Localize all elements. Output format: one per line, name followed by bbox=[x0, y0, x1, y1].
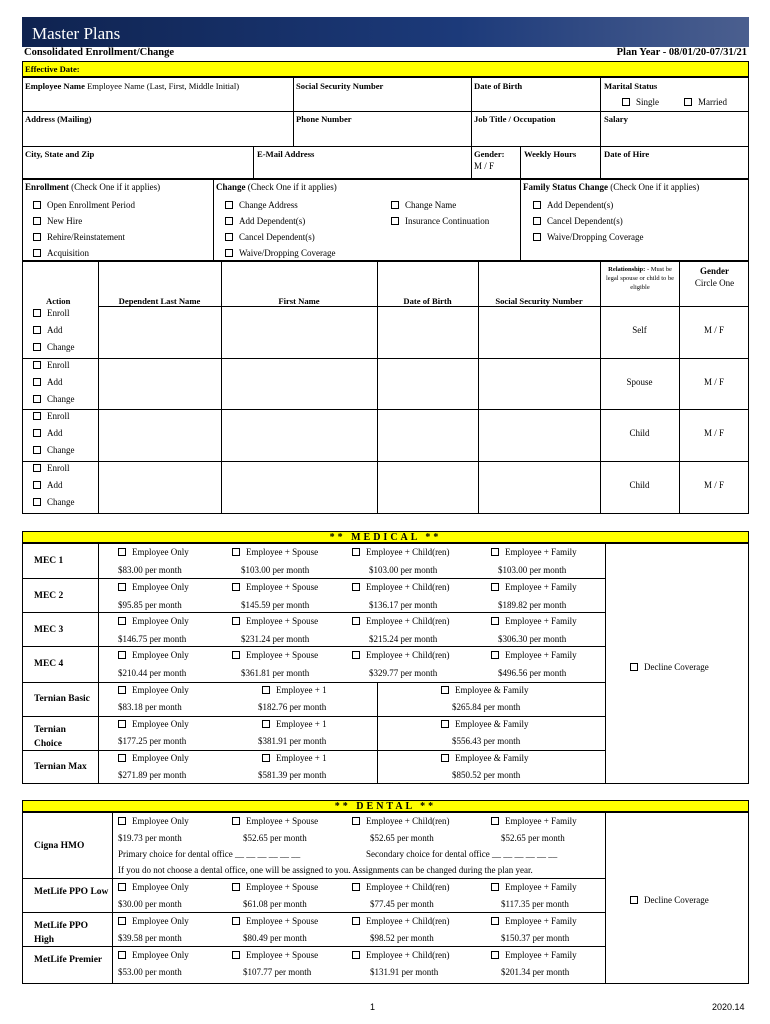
change-options bbox=[225, 197, 336, 261]
dental-tier-checkbox[interactable]: Employee + Child(ren) bbox=[352, 882, 450, 892]
medical-price: $146.75 per month bbox=[118, 634, 187, 644]
ternian-plan-name: Ternian Basic bbox=[34, 694, 90, 704]
dental-price: $77.45 per month bbox=[370, 899, 434, 909]
dental-note: If you do not choose a dental office, one will be assigned to you. Assignments can be changed during the plan year. bbox=[118, 865, 533, 875]
dental-tier-checkbox[interactable]: Employee + Spouse bbox=[232, 916, 318, 926]
medical-tier-checkbox[interactable]: Employee + Spouse bbox=[232, 547, 318, 557]
dependent-action-checkbox[interactable] bbox=[33, 480, 63, 490]
employee-info-grid bbox=[22, 77, 749, 179]
dependent-action-checkbox[interactable] bbox=[33, 411, 70, 421]
family-option[interactable]: Add Dependent(s) bbox=[533, 197, 644, 213]
dental-tier-checkbox[interactable]: Employee Only bbox=[118, 950, 189, 960]
col-gender: Gender Circle One bbox=[694, 266, 735, 288]
medical-price: $145.59 per month bbox=[241, 600, 310, 610]
medical-plan-name: MEC 1 bbox=[34, 556, 64, 566]
medical-price: $95.85 per month bbox=[118, 600, 182, 610]
medical-tier-checkbox[interactable]: Employee Only bbox=[118, 616, 189, 626]
dependent-relationship: Child bbox=[629, 480, 650, 490]
medical-section-title: ** MEDICAL ** bbox=[22, 531, 749, 543]
medical-plan-name: MEC 2 bbox=[34, 591, 64, 601]
dental-price: $80.49 per month bbox=[243, 933, 307, 943]
dental-tier-checkbox[interactable]: Employee + Spouse bbox=[232, 816, 318, 826]
dependent-action-label: Enroll bbox=[47, 308, 70, 318]
family-options bbox=[533, 197, 644, 245]
dental-plan-name: MetLife Premier bbox=[34, 955, 103, 965]
medical-price: $215.24 per month bbox=[369, 634, 438, 644]
gender-options[interactable]: M / F bbox=[474, 161, 495, 171]
col-last-name: Dependent Last Name bbox=[118, 296, 201, 306]
ternian-tier-checkbox[interactable]: Employee Only bbox=[118, 685, 189, 695]
dental-price: $98.52 per month bbox=[370, 933, 434, 943]
effective-date-label: Effective Date: bbox=[25, 64, 80, 74]
marital-single-checkbox[interactable]: Single bbox=[622, 97, 659, 107]
dental-price: $131.91 per month bbox=[370, 967, 439, 977]
dependent-action-label: Add bbox=[47, 480, 63, 490]
ternian-tier-checkbox[interactable]: Employee + 1 bbox=[262, 753, 327, 763]
change-heading: Change (Check One if it applies) bbox=[216, 182, 337, 192]
ternian-price: $381.91 per month bbox=[258, 736, 327, 746]
dental-price: $117.35 per month bbox=[501, 899, 569, 909]
dental-price: $39.58 per month bbox=[118, 933, 182, 943]
dental-price: $150.37 per month bbox=[501, 933, 570, 943]
medical-tier-checkbox[interactable]: Employee + Spouse bbox=[232, 650, 318, 660]
change-option[interactable]: Change Address bbox=[225, 197, 336, 213]
dependent-gender[interactable]: M / F bbox=[703, 325, 724, 335]
dependent-gender[interactable]: M / F bbox=[703, 480, 724, 490]
dental-tier-checkbox[interactable]: Employee + Spouse bbox=[232, 882, 318, 892]
dental-tier-checkbox[interactable]: Employee Only bbox=[118, 816, 189, 826]
medical-tier-checkbox[interactable]: Employee + Family bbox=[491, 616, 577, 626]
dependent-action-label: Change bbox=[47, 497, 75, 507]
dependent-action-label: Add bbox=[47, 325, 63, 335]
medical-tier-checkbox[interactable]: Employee + Spouse bbox=[232, 582, 318, 592]
dependent-action-checkbox[interactable] bbox=[33, 325, 63, 335]
form-name: Consolidated Enrollment/Change bbox=[24, 47, 175, 58]
phone-label: Phone Number bbox=[296, 114, 352, 124]
dependent-action-checkbox[interactable] bbox=[33, 445, 75, 455]
medical-tier-checkbox[interactable]: Employee Only bbox=[118, 650, 189, 660]
marital-status-label: Marital Status bbox=[604, 81, 658, 91]
ternian-price: $556.43 per month bbox=[452, 736, 521, 746]
medical-price: $189.82 per month bbox=[498, 600, 567, 610]
ternian-tier-checkbox[interactable]: Employee + 1 bbox=[262, 719, 327, 729]
dental-tier-checkbox[interactable]: Employee + Family bbox=[491, 816, 577, 826]
medical-tier-checkbox[interactable]: Employee + Family bbox=[491, 650, 577, 660]
ternian-tier-checkbox[interactable]: Employee & Family bbox=[441, 753, 529, 763]
page-title: Master Plans bbox=[22, 17, 749, 47]
medical-price: $210.44 per month bbox=[118, 668, 187, 678]
change-option[interactable]: Waive/Dropping Coverage bbox=[225, 245, 336, 261]
dental-plan-name: Cigna HMO bbox=[34, 841, 85, 851]
dental-tier-checkbox[interactable]: Employee + Spouse bbox=[232, 950, 318, 960]
dependent-action-label: Enroll bbox=[47, 411, 70, 421]
dependent-action-checkbox[interactable] bbox=[33, 394, 75, 404]
dental-price: $52.65 per month bbox=[370, 833, 434, 843]
ternian-tier-checkbox[interactable]: Employee & Family bbox=[441, 685, 529, 695]
gender-label: Gender: bbox=[474, 149, 505, 159]
address-label: Address (Mailing) bbox=[25, 114, 92, 124]
ternian-tier-checkbox[interactable]: Employee & Family bbox=[441, 719, 529, 729]
col-action: Action bbox=[46, 296, 71, 306]
ternian-tier-checkbox[interactable]: Employee + 1 bbox=[262, 685, 327, 695]
family-option[interactable]: Cancel Dependent(s) bbox=[533, 213, 644, 229]
dental-decline-checkbox[interactable]: Decline Coverage bbox=[630, 895, 709, 905]
job-title-label: Job Title / Occupation bbox=[474, 114, 556, 124]
ternian-price: $177.25 per month bbox=[118, 736, 187, 746]
medical-price: $103.00 per month bbox=[498, 565, 567, 575]
dental-tier-checkbox[interactable]: Employee + Child(ren) bbox=[352, 916, 450, 926]
dental-price: $30.00 per month bbox=[118, 899, 182, 909]
col-relationship: Relationship: - Must be legal spouse or child to be eligible bbox=[605, 266, 675, 291]
medical-tier-checkbox[interactable]: Employee + Child(ren) bbox=[352, 616, 450, 626]
change-option[interactable]: Cancel Dependent(s) bbox=[225, 229, 336, 245]
medical-tier-checkbox[interactable]: Employee + Child(ren) bbox=[352, 650, 450, 660]
ternian-price: $581.39 per month bbox=[258, 770, 327, 780]
plan-year: Plan Year - 08/01/20-07/31/21 bbox=[616, 47, 747, 58]
form-code: 2020.14 bbox=[712, 1002, 745, 1012]
dependent-action-checkbox[interactable] bbox=[33, 342, 75, 352]
marital-married-checkbox[interactable]: Married bbox=[684, 97, 727, 107]
email-label: E-Mail Address bbox=[257, 149, 315, 159]
dependent-action-label: Change bbox=[47, 342, 75, 352]
effective-date-field[interactable] bbox=[22, 61, 749, 77]
ternian-price: $271.89 per month bbox=[118, 770, 187, 780]
dependent-action-label: Change bbox=[47, 394, 75, 404]
dependent-action-checkbox[interactable] bbox=[33, 463, 70, 473]
enrollment-option[interactable]: Acquisition bbox=[33, 245, 135, 261]
dependent-action-label: Add bbox=[47, 428, 63, 438]
medical-tier-checkbox[interactable]: Employee + Family bbox=[491, 582, 577, 592]
dental-plan-name: MetLife PPO Low bbox=[34, 887, 109, 897]
medical-price: $306.30 per month bbox=[498, 634, 567, 644]
change-options-2 bbox=[391, 197, 489, 229]
ternian-price: $265.84 per month bbox=[452, 702, 521, 712]
dental-tier-checkbox[interactable]: Employee + Family bbox=[491, 950, 577, 960]
medical-price: $361.81 per month bbox=[241, 668, 310, 678]
family-option[interactable]: Waive/Dropping Coverage bbox=[533, 229, 644, 245]
medical-plan-name: MEC 4 bbox=[34, 659, 64, 669]
medical-plan-name: MEC 3 bbox=[34, 625, 64, 635]
dental-price: $52.65 per month bbox=[243, 833, 307, 843]
dental-section-title: ** DENTAL ** bbox=[22, 800, 749, 812]
dental-tier-checkbox[interactable]: Employee + Child(ren) bbox=[352, 950, 450, 960]
medical-tier-checkbox[interactable]: Employee + Child(ren) bbox=[352, 582, 450, 592]
medical-price: $103.00 per month bbox=[369, 565, 438, 575]
date-of-hire-label: Date of Hire bbox=[604, 149, 650, 159]
dental-primary-office[interactable]: Primary choice for dental office __ __ __ __ __ __ bbox=[118, 849, 301, 859]
dental-tier-checkbox[interactable]: Employee + Family bbox=[491, 916, 577, 926]
dependent-action-label: Enroll bbox=[47, 463, 70, 473]
enrollment-option[interactable]: New Hire bbox=[33, 213, 135, 229]
dental-price: $53.00 per month bbox=[118, 967, 182, 977]
dental-tier-checkbox[interactable]: Employee + Family bbox=[491, 882, 577, 892]
medical-price: $329.77 per month bbox=[369, 668, 438, 678]
dependent-action-checkbox[interactable] bbox=[33, 428, 63, 438]
enrollment-options bbox=[33, 197, 135, 261]
salary-label: Salary bbox=[604, 114, 628, 124]
dental-price: $201.34 per month bbox=[501, 967, 570, 977]
medical-price: $136.17 per month bbox=[369, 600, 438, 610]
dependent-action-checkbox[interactable] bbox=[33, 377, 63, 387]
enrollment-option[interactable]: Open Enrollment Period bbox=[33, 197, 135, 213]
dental-tier-checkbox[interactable]: Employee Only bbox=[118, 882, 189, 892]
col-first-name: First Name bbox=[278, 296, 320, 306]
change-option[interactable]: Add Dependent(s) bbox=[225, 213, 336, 229]
dob-label: Date of Birth bbox=[474, 81, 523, 91]
city-label: City, State and Zip bbox=[25, 149, 95, 159]
dental-tier-checkbox[interactable]: Employee Only bbox=[118, 916, 189, 926]
ternian-price: $83.18 per month bbox=[118, 702, 182, 712]
medical-price: $103.00 per month bbox=[241, 565, 310, 575]
medical-tier-checkbox[interactable]: Employee + Spouse bbox=[232, 616, 318, 626]
ssn-label: Social Security Number bbox=[296, 81, 384, 91]
dependent-action-label: Add bbox=[47, 377, 63, 387]
dental-price: $52.65 per month bbox=[501, 833, 565, 843]
dependent-relationship: Self bbox=[632, 325, 647, 335]
ternian-price: $182.76 per month bbox=[258, 702, 327, 712]
weekly-hours-label: Weekly Hours bbox=[524, 149, 577, 159]
medical-tier-checkbox[interactable]: Employee Only bbox=[118, 582, 189, 592]
form-subheader bbox=[22, 47, 749, 61]
ternian-plan-name: Ternian Max bbox=[34, 762, 87, 772]
dependent-action-checkbox[interactable] bbox=[33, 360, 70, 370]
dependent-relationship: Spouse bbox=[626, 377, 653, 387]
dependent-relationship: Child bbox=[629, 428, 650, 438]
medical-tier-checkbox[interactable]: Employee + Child(ren) bbox=[352, 547, 450, 557]
medical-price: $231.24 per month bbox=[241, 634, 310, 644]
dependent-action-label: Change bbox=[47, 445, 75, 455]
dental-price: $107.77 per month bbox=[243, 967, 312, 977]
col-ssn: Social Security Number bbox=[495, 296, 583, 306]
ternian-tier-checkbox[interactable]: Employee Only bbox=[118, 719, 189, 729]
change-option[interactable]: Insurance Continuation bbox=[391, 213, 489, 229]
dental-tier-checkbox[interactable]: Employee + Child(ren) bbox=[352, 816, 450, 826]
col-dob: Date of Birth bbox=[403, 296, 452, 306]
medical-tier-checkbox[interactable]: Employee + Family bbox=[491, 547, 577, 557]
ternian-tier-checkbox[interactable]: Employee Only bbox=[118, 753, 189, 763]
dependent-gender[interactable]: M / F bbox=[703, 428, 724, 438]
dental-plan-name: MetLife PPO High bbox=[34, 921, 89, 945]
dental-price: $19.73 per month bbox=[118, 833, 182, 843]
family-status-heading: Family Status Change (Check One if it applies) bbox=[523, 182, 700, 192]
dental-price: $61.08 per month bbox=[243, 899, 307, 909]
medical-price: $83.00 per month bbox=[118, 565, 182, 575]
change-option[interactable]: Change Name bbox=[391, 197, 489, 213]
ternian-plan-name: Ternian Choice bbox=[34, 725, 66, 749]
employee-name-label: Employee Name Employee Name (Last, First, Middle Initial) bbox=[25, 81, 240, 91]
enrollment-option[interactable]: Rehire/Reinstatement bbox=[33, 229, 135, 245]
enrollment-heading: Enrollment (Check One if it applies) bbox=[25, 182, 161, 192]
dependent-action-checkbox[interactable] bbox=[33, 497, 75, 507]
dependent-action-label: Enroll bbox=[47, 360, 70, 370]
dependent-gender[interactable]: M / F bbox=[703, 377, 724, 387]
ternian-price: $850.52 per month bbox=[452, 770, 521, 780]
dental-secondary-office[interactable]: Secondary choice for dental office __ __ __ __ __ __ bbox=[366, 849, 558, 859]
page-number: 1 bbox=[370, 1002, 376, 1012]
medical-decline-checkbox[interactable]: Decline Coverage bbox=[630, 662, 709, 672]
medical-tier-checkbox[interactable]: Employee Only bbox=[118, 547, 189, 557]
medical-price: $496.56 per month bbox=[498, 668, 567, 678]
dependent-action-checkbox[interactable] bbox=[33, 308, 70, 318]
